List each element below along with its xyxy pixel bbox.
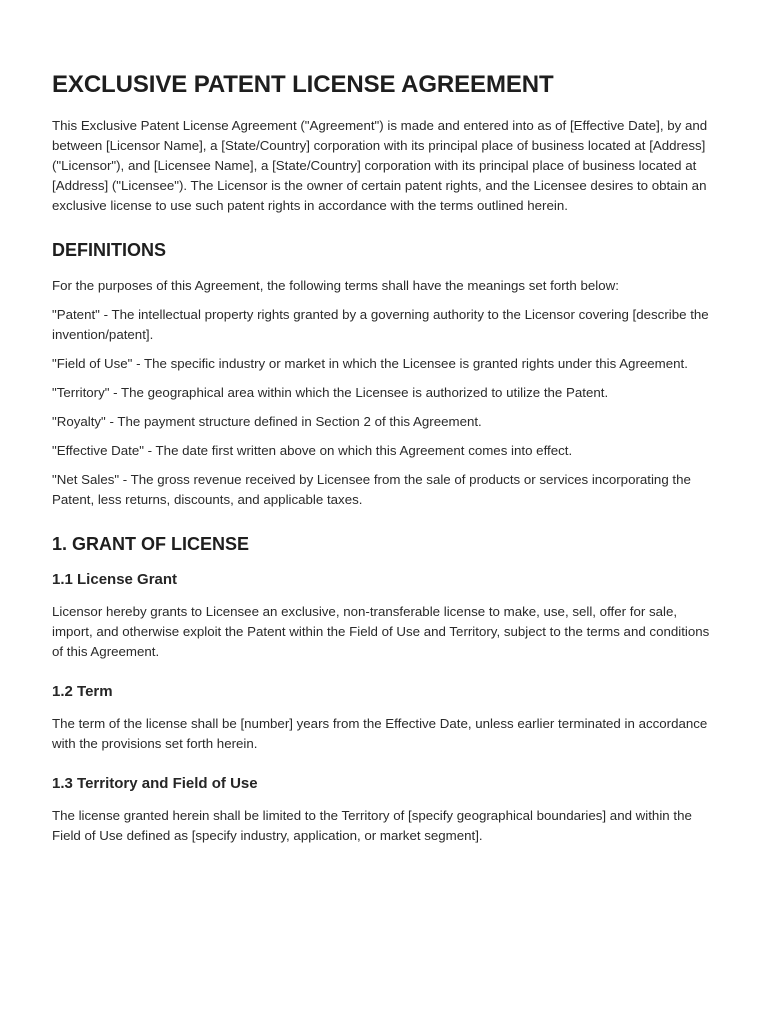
definition-net-sales: "Net Sales" - The gross revenue received by Licensee from the sale of products or services incorporating the Patent, less returns, discounts, and applicable taxes. bbox=[52, 472, 691, 507]
intro-paragraph: This Exclusive Patent License Agreement ("Agreement") is made and entered into as of [Effective Date], by and between [Licensor Name], a [State/Country] corporation with its principal place of business located at [Address] ("Licensor"), and [Licensee Name], a [State/Country] corporation with its principal place of business located at [Address] ("Licensee"). The Licensor is the owner of certain patent rights, and the Licensee desires to obtain an exclusive license to use such patent rights in accordance with the terms outlined herein. bbox=[52, 118, 708, 213]
definition-royalty: "Royalty" - The payment structure defined in Section 2 of this Agreement. bbox=[52, 414, 482, 429]
subsection-text: The term of the license shall be [number] years from the Effective Date, unless earlier terminated in accordance with the provisions set forth herein. bbox=[52, 716, 708, 751]
subsection-territory-field-of-use bbox=[52, 774, 718, 846]
definition-patent: "Patent" - The intellectual property rights granted by a governing authority to the Licensor covering [describe the invention/patent]. bbox=[52, 307, 709, 342]
subsection-text: Licensor hereby grants to Licensee an exclusive, non-transferable license to make, use, sell, offer for sale, import, and otherwise exploit the Patent within the Field of Use and Territory, subject to the terms and conditions of this Agreement. bbox=[52, 604, 710, 659]
definition-territory: "Territory" - The geographical area within which the Licensee is authorized to utilize the Patent. bbox=[52, 385, 609, 400]
subsection-text: The license granted herein shall be limited to the Territory of [specify geographical boundaries] and within the Field of Use defined as [specify industry, application, or market segment]. bbox=[52, 808, 692, 843]
definitions-section bbox=[52, 238, 718, 510]
grant-heading: 1. GRANT OF LICENSE bbox=[52, 534, 250, 554]
subsection-license-grant bbox=[52, 570, 718, 662]
definition-effective-date: "Effective Date" - The date first written above on which this Agreement comes into effect. bbox=[52, 443, 573, 458]
subsection-heading: 1.1 License Grant bbox=[52, 571, 178, 588]
definitions-lead: For the purposes of this Agreement, the following terms shall have the meanings set forth below: bbox=[52, 278, 619, 293]
subsection-term bbox=[52, 682, 718, 754]
document-title: EXCLUSIVE PATENT LICENSE AGREEMENT bbox=[52, 71, 554, 98]
grant-section bbox=[52, 532, 718, 846]
subsection-heading: 1.2 Term bbox=[52, 683, 113, 700]
definitions-heading: DEFINITIONS bbox=[52, 240, 167, 260]
definition-field-of-use: "Field of Use" - The specific industry or market in which the Licensee is granted rights under this Agreement. bbox=[52, 356, 688, 371]
subsection-heading: 1.3 Territory and Field of Use bbox=[52, 775, 258, 792]
